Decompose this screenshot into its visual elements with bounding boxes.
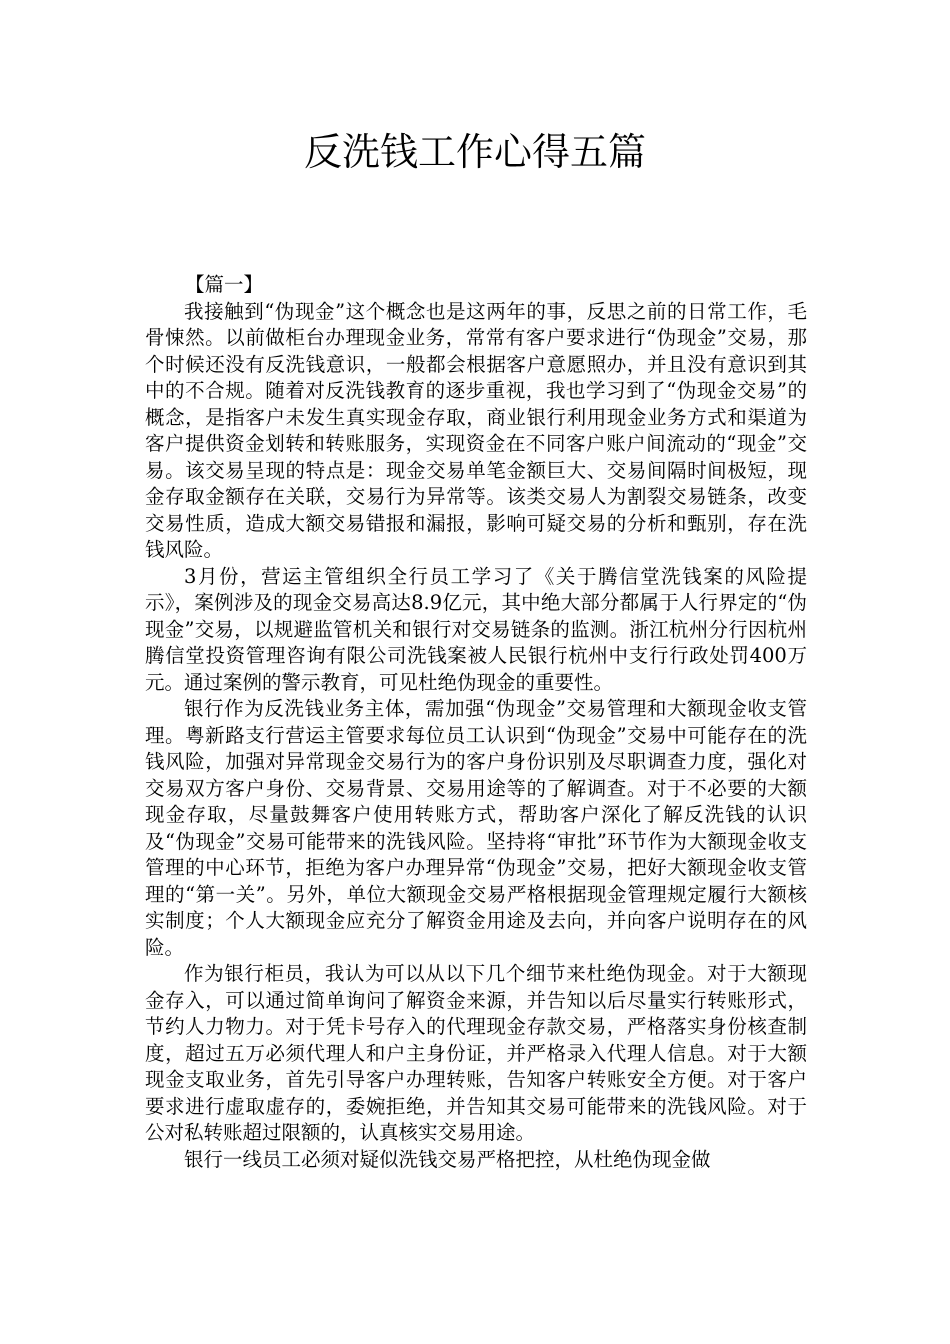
paragraph-3: 银行作为反洗钱业务主体，需加强“伪现金”交易管理和大额现金收支管理。粤新路支行营运主管要求每位员工认识到“伪现金”交易中可能存在的洗钱风险，加强对异常现金交易行为的客户身份识别及尽职调查力度，强化对交易双方客户身份、交易背景、交易用途等的了解调查。对于不必要的大额现金存取，尽量鼓舞客户使用转账方式，帮助客户深化了解反洗钱的认识及“伪现金”交易可能带来的洗钱风险。坚持将“审批”环节作为大额现金收支管理的中心环节，拒绝为客户办理异常“伪现金”交易，把好大额现金收支管理的“第一关”。另外，单位大额现金交易严格根据现金管理规定履行大额核实制度；个人大额现金应充分了解资金用途及去向，并向客户说明存在的风险。 <box>145 697 807 959</box>
paragraph-1: 我接触到“伪现金”这个概念也是这两年的事，反思之前的日常工作，毛骨悚然。以前做柜台办理现金业务，常常有客户要求进行“伪现金”交易，那个时候还没有反洗钱意识，一般都会根据客户意愿照办，并且没有意识到其中的不合规。随着对反洗钱教育的逐步重视，我也学习到了“伪现金交易”的概念，是指客户未发生真实现金存取，商业银行利用现金业务方式和渠道为客户提供资金划转和转账服务，实现资金在不同客户账户间流动的“现金”交易。该交易呈现的特点是：现金交易单笔金额巨大、交易间隔时间极短，现金存取金额存在关联，交易行为异常等。该类交易人为割裂交易链条，改变交易性质，造成大额交易错报和漏报，影响可疑交易的分析和甄别，存在洗钱风险。 <box>145 299 807 561</box>
paragraph-4: 作为银行柜员，我认为可以从以下几个细节来杜绝伪现金。对于大额现金存入，可以通过简单询问了解资金来源，并告知以后尽量实行转账形式，节约人力物力。对于凭卡号存入的代理现金存款交易，严格落实身份核查制度，超过五万必须代理人和户主身份证，并严格录入代理人信息。对于大额现金支取业务，首先引导客户办理转账，告知客户转账安全方便。对于客户要求进行虚取虚存的，委婉拒绝，并告知其交易可能带来的洗钱风险。对于公对私转账超过限额的，认真核实交易用途。 <box>145 962 807 1144</box>
document-title: 反洗钱工作心得五篇 <box>303 130 646 174</box>
section-label: 【篇一】 <box>185 273 264 296</box>
paragraph-2: 3月份，营运主管组织全行员工学习了《关于腾信堂洗钱案的风险提示》，案例涉及的现金交易高达8.9亿元，其中绝大部分都属于人行界定的“伪现金”交易，以规避监管机关和银行对交易链条的监测。浙江杭州分行因杭州腾信堂投资管理咨询有限公司洗钱案被人民银行杭州中支行行政处罚400万元。通过案例的警示教育，可见杜绝伪现金的重要性。 <box>145 564 807 694</box>
paragraph-5: 银行一线员工必须对疑似洗钱交易严格把控，从杜绝伪现金做 <box>184 1147 711 1171</box>
document-body <box>145 272 807 1173</box>
